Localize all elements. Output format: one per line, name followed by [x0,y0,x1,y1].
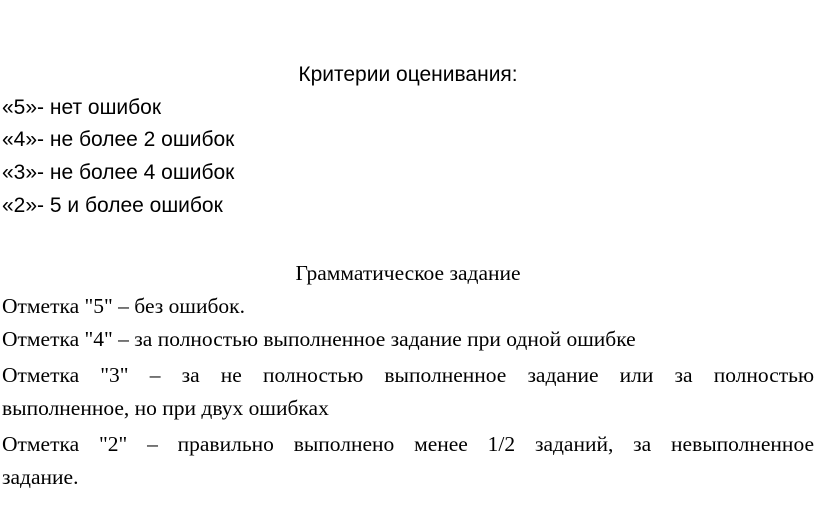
criteria-item-3: «3»- не более 4 ошибок [2,161,235,184]
criteria-item-4: «4»- не более 2 ошибок [2,128,235,151]
grammar-line-mark-3-cont: выполненное, но при двух ошибках [2,396,329,420]
criteria-title: Критерии оценивания: [298,63,518,86]
grammar-title: Грамматическое задание [295,261,521,285]
criteria-item-5: «5»- нет ошибок [2,96,162,119]
criteria-item-2: «2»- 5 и более ошибок [2,194,223,217]
grammar-line-mark-2-cont: задание. [2,465,79,489]
grammar-line-mark-5: Отметка "5" – без ошибок. [2,294,245,318]
grammar-line-mark-3: Отметка "3" – за не полностью выполненное задание или за полностью [2,363,814,387]
grammar-line-mark-4: Отметка "4" – за полностью выполненное задание при одной ошибке [2,327,636,351]
grammar-line-mark-2: Отметка "2" – правильно выполнено менее 1/2 заданий, за невыполненное [2,432,814,456]
